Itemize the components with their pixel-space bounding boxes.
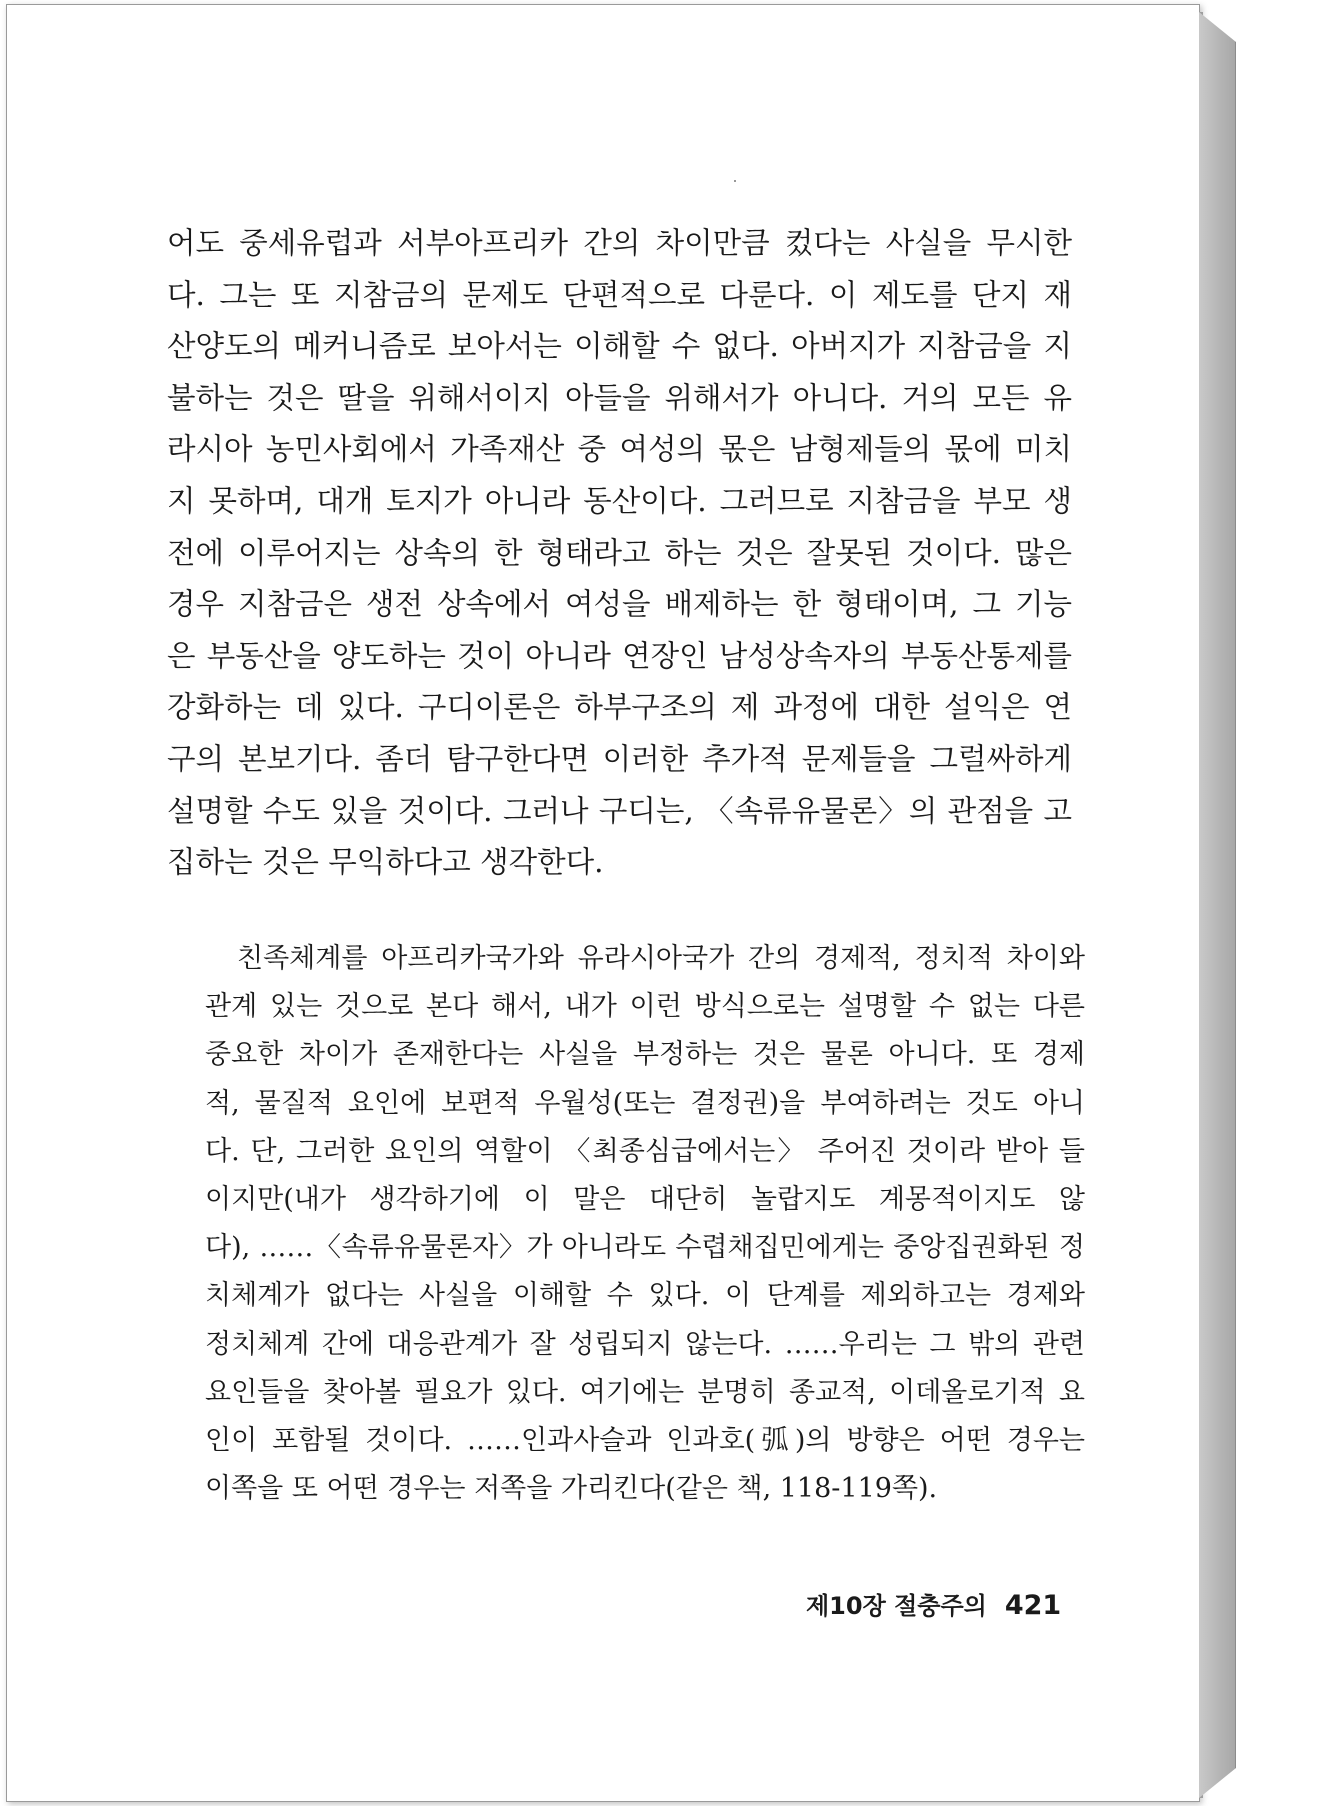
page-number: 421 xyxy=(1004,1590,1062,1621)
paragraph-line: 어도 중세유럽과 서부아프리카 간의 차이만큼 컸다는 사실을 무시한 xyxy=(167,226,1072,260)
quote-line: 중요한 차이가 존재한다는 사실을 부정하는 것은 물론 아니다. 또 경제 xyxy=(205,1039,1085,1071)
paragraph-line: 라시아 농민사회에서 가족재산 중 여성의 몫은 남형제들의 몫에 미치 xyxy=(167,432,1072,467)
quote-line: 요인들을 찾아볼 필요가 있다. 여기에는 분명히 종교적, 이데올로기적 요 xyxy=(205,1376,1085,1408)
scan-speck xyxy=(734,180,736,182)
quote-line: 치체계가 없다는 사실을 이해할 수 있다. 이 단계를 제외하고는 경제와 xyxy=(205,1280,1085,1312)
paragraph-line: 불하는 것은 딸을 위해서이지 아들을 위해서가 아니다. 거의 모든 유 xyxy=(167,380,1072,415)
page-stack-edge xyxy=(1199,12,1236,1798)
paragraph-line: 지 못하며, 대개 토지가 아니라 동산이다. 그러므로 지참금을 부모 생 xyxy=(167,483,1072,518)
paragraph-line: 집하는 것은 무익하다고 생각한다. xyxy=(167,845,604,880)
quote-line: 이지만(내가 생각하기에 이 말은 대단히 놀랍지도 계몽적이지도 않 xyxy=(205,1184,1085,1216)
block-quote xyxy=(205,935,1085,1513)
quote-line: 다. 단, 그러한 요인의 역할이 〈최종심급에서는〉 주어진 것이라 받아 들 xyxy=(205,1135,1085,1167)
paragraph-line: 경우 지참금은 생전 상속에서 여성을 배제하는 한 형태이며, 그 기능 xyxy=(167,587,1072,622)
paragraph-line: 전에 이루어지는 상속의 한 형태라고 하는 것은 잘못된 것이다. 많은 xyxy=(167,535,1072,570)
quote-line: 이쪽을 또 어떤 경우는 저쪽을 가리킨다(같은 책, 118-119쪽). xyxy=(205,1473,938,1505)
paragraph-line: 다. 그는 또 지참금의 문제도 단편적으로 다룬다. 이 제도를 단지 재 xyxy=(167,277,1072,312)
chapter-title: 제10장 절충주의 xyxy=(806,1592,987,1620)
quote-line: 친족체계를 아프리카국가와 유라시아국가 간의 경제적, 정치적 차이와 xyxy=(237,943,1085,974)
main-paragraph xyxy=(167,218,1072,889)
quote-line: 정치체계 간에 대응관계가 잘 성립되지 않는다. ……우리는 그 밖의 관련 xyxy=(205,1328,1085,1360)
paragraph-line: 은 부동산을 양도하는 것이 아니라 연장인 남성상속자의 부동산통제를 xyxy=(167,638,1072,673)
quote-line: 다), ……〈속류유물론자〉가 아니라도 수렵채집민에게는 중앙집권화된 정 xyxy=(205,1232,1085,1264)
quote-line: 적, 물질적 요인에 보편적 우월성(또는 결정권)을 부여하려는 것도 아니 xyxy=(205,1087,1085,1119)
paragraph-line: 설명할 수도 있을 것이다. 그러나 구디는, 〈속류유물론〉의 관점을 고 xyxy=(167,793,1072,828)
quote-line: 인이 포함될 것이다. ……인과사슬과 인과호(弧)의 방향은 어떤 경우는 xyxy=(205,1425,1085,1457)
page-footer xyxy=(806,1586,1061,1621)
paragraph-line: 구의 본보기다. 좀더 탐구한다면 이러한 추가적 문제들을 그럴싸하게 xyxy=(167,741,1072,776)
paragraph-line: 강화하는 데 있다. 구디이론은 하부구조의 제 과정에 대한 설익은 연 xyxy=(167,690,1072,725)
quote-line: 관계 있는 것으로 본다 해서, 내가 이런 방식으로는 설명할 수 없는 다른 xyxy=(205,991,1085,1023)
paragraph-line: 산양도의 메커니즘로 보아서는 이해할 수 없다. 아버지가 지참금을 지 xyxy=(167,329,1072,364)
